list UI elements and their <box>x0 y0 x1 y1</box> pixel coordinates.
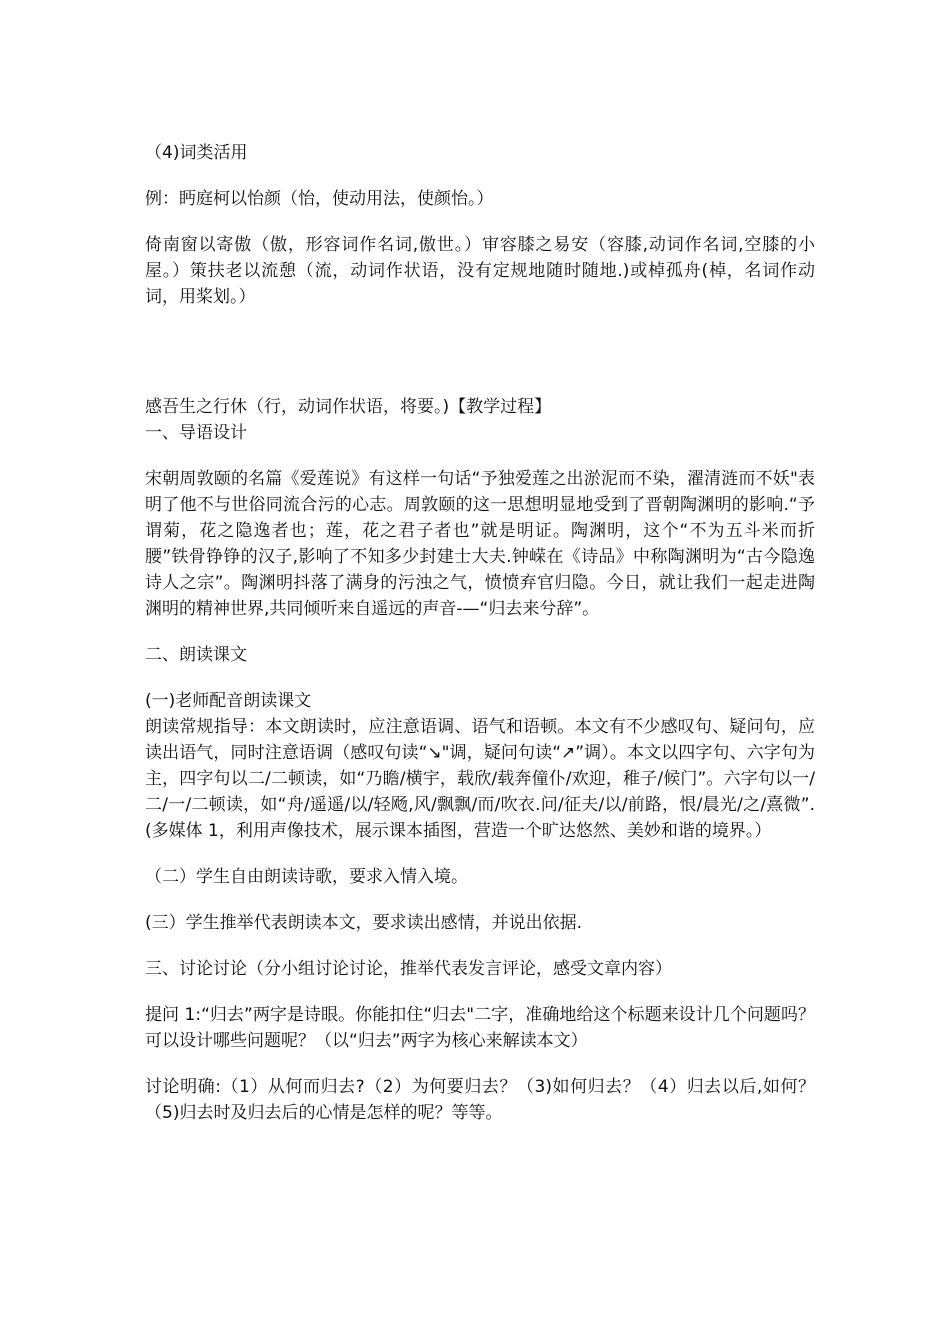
document-body <box>145 140 815 1146</box>
example-paragraph: 例：眄庭柯以怡颜（怡，使动用法，使颜怡。） <box>145 189 494 209</box>
teaching-process-paragraph: 感吾生之行休（行，动词作状语，将要。)【教学过程】 <box>145 397 552 417</box>
examples-paragraph: 倚南窗以寄傲（傲，形容词作名词,傲世。）审容膝之易安（容膝,动词作名词,空膝的小屋。）策扶老以流憩（流，动词作状语，没有定规地随时随地.)或棹孤舟(棹，名词作动词，用桨划。） <box>145 235 815 307</box>
subheading-teacher-reading: (一)老师配音朗读课文 <box>145 691 312 711</box>
intro-paragraph: 宋朝周敦颐的名篇《爱莲说》有这样一句话“予独爱莲之出淤泥而不染，濯清涟而不妖"表明了他不与世俗同流合污的心志。周敦颐的这一思想明显地受到了晋朝陶渊明的影响.“予谓菊，花之隐逸者也；莲，花之君子者也”就是明证。陶渊明，这个“不为五斗米而折腰”铁骨铮铮的汉子,影响了不知多少封建士大夫.钟嵘在《诗品》中称陶渊明为“古今隐逸诗人之宗”。陶渊明抖落了满身的污浊之气，愤愤弃官归隐。今日，就让我们一起走进陶渊明的精神世界,共同倾听来自遥远的声音-—“归去来兮辞”。 <box>145 469 815 619</box>
section-heading-intro: 一、导语设计 <box>145 423 247 443</box>
subheading-representative-reading: (三）学生推举代表朗读本文，要求读出感情，并说出依据. <box>145 913 583 933</box>
spacer <box>145 330 815 394</box>
discussion-conclusion-paragraph: 讨论明确:（1）从何而归去?（2）为何要归去？（3)如何归去？（4）归去以后,如何？（5)归去时及归去后的心情是怎样的呢？等等。 <box>145 1077 815 1123</box>
section-heading-word-class: （4)词类活用 <box>145 143 248 163</box>
question-paragraph: 提问 1:“归去”两字是诗眼。你能扣住“归去"二字，准确地给这个标题来设计几个问题吗？可以设计哪些问题呢？（以“归去”两字为核心来解读本文） <box>145 1005 815 1051</box>
reading-guidance-paragraph: 朗读常规指导：本文朗读时，应注意语调、语气和语顿。本文有不少感叹句、疑问句，应读出语气，同时注意语调（感叹句读“↘"调，疑问句读“↗”调）。本文以四字句、六字句为主，四字句以二/二顿读，如“乃瞻/横宇，载欣/载奔僮仆/欢迎，稚子/候门”。六字句以一/二/一/二顿读，如“舟/遥遥/以/轻飏,风/飘飘/而/吹衣.问/征夫/以/前路，恨/晨光/之/熹微”.(多媒体 1，利用声像技术，展示课本插图，营造一个旷达悠然、美妙和谐的境界。） <box>145 717 815 841</box>
section-heading-reading: 二、朗读课文 <box>145 645 247 665</box>
section-heading-discussion: 三、讨论讨论（分小组讨论讨论，推举代表发言评论，感受文章内容） <box>145 959 672 979</box>
subheading-student-reading: （二）学生自由朗读诗歌，要求入情入境。 <box>145 867 468 887</box>
